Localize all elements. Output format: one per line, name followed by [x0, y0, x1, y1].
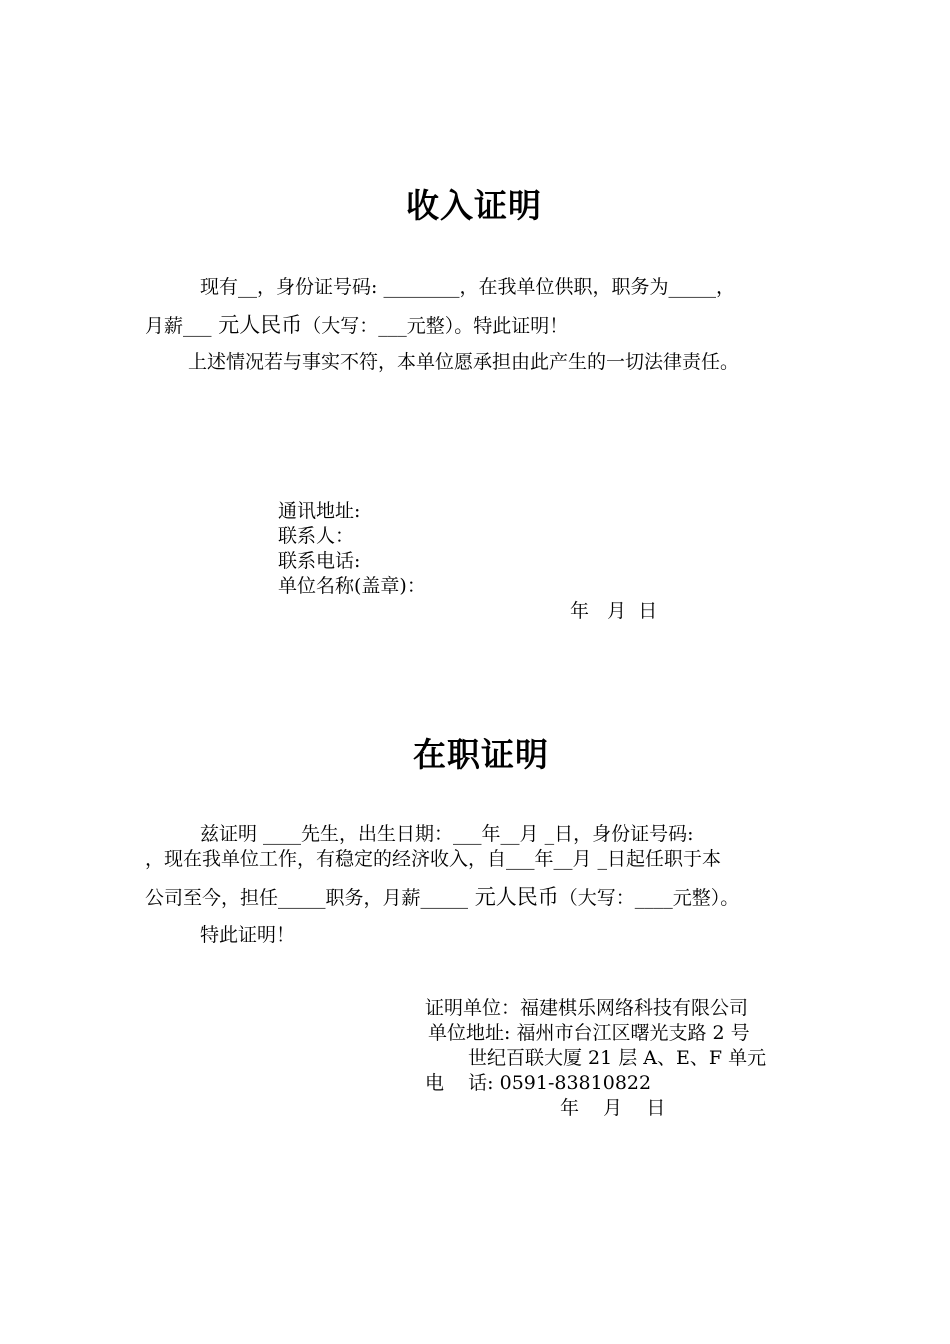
issuer-phone: 电 话: 0591-83810822 [425, 1072, 652, 1094]
income-line-2-salary: 月薪___ [145, 315, 212, 337]
issuer-unit: 证明单位：福建棋乐网络科技有限公司 [425, 997, 749, 1019]
employment-line-1: 兹证明 ____先生，出生日期：___年__月 _日，身份证号码: [200, 823, 694, 845]
employment-line-3 [145, 885, 739, 910]
employment-line-3-rest: （大写：____元整）。 [558, 887, 740, 909]
employment-line-3-currency: 元人民币 [468, 885, 559, 909]
income-line-2 [145, 313, 568, 338]
income-title: 收入证明 [406, 186, 542, 225]
income-date: 年 月 日 [570, 600, 658, 622]
income-contact-person: 联系人： [278, 525, 355, 547]
income-line-1: 现有__，身份证号码: ________，在我单位供职，职务为_____， [200, 276, 735, 298]
income-line-3: 上述情况若与事实不符，本单位愿承担由此产生的一切法律责任。 [188, 351, 740, 373]
income-contact-phone: 联系电话: [278, 550, 361, 572]
employment-line-2: ，现在我单位工作，有稳定的经济收入，自___年__月 _日起任职于本 [145, 848, 722, 870]
issuer-address-line-2: 世纪百联大厦 21 层 A、E、F 单元 [468, 1047, 767, 1069]
issuer-address: 单位地址: 福州市台江区曙光支路 2 号 [428, 1022, 750, 1044]
employment-title: 在职证明 [413, 735, 549, 774]
income-line-2-rest: （大写：___元整）。特此证明！ [302, 315, 569, 337]
employment-line-4: 特此证明！ [200, 924, 296, 946]
employment-line-3-salary: 公司至今，担任_____职务，月薪_____ [145, 887, 469, 909]
income-contact-address: 通讯地址: [278, 500, 361, 522]
employment-date: 年 月 日 [560, 1097, 666, 1119]
income-line-2-currency: 元人民币 [211, 313, 303, 337]
income-contact-company: 单位名称(盖章)： [278, 575, 426, 597]
